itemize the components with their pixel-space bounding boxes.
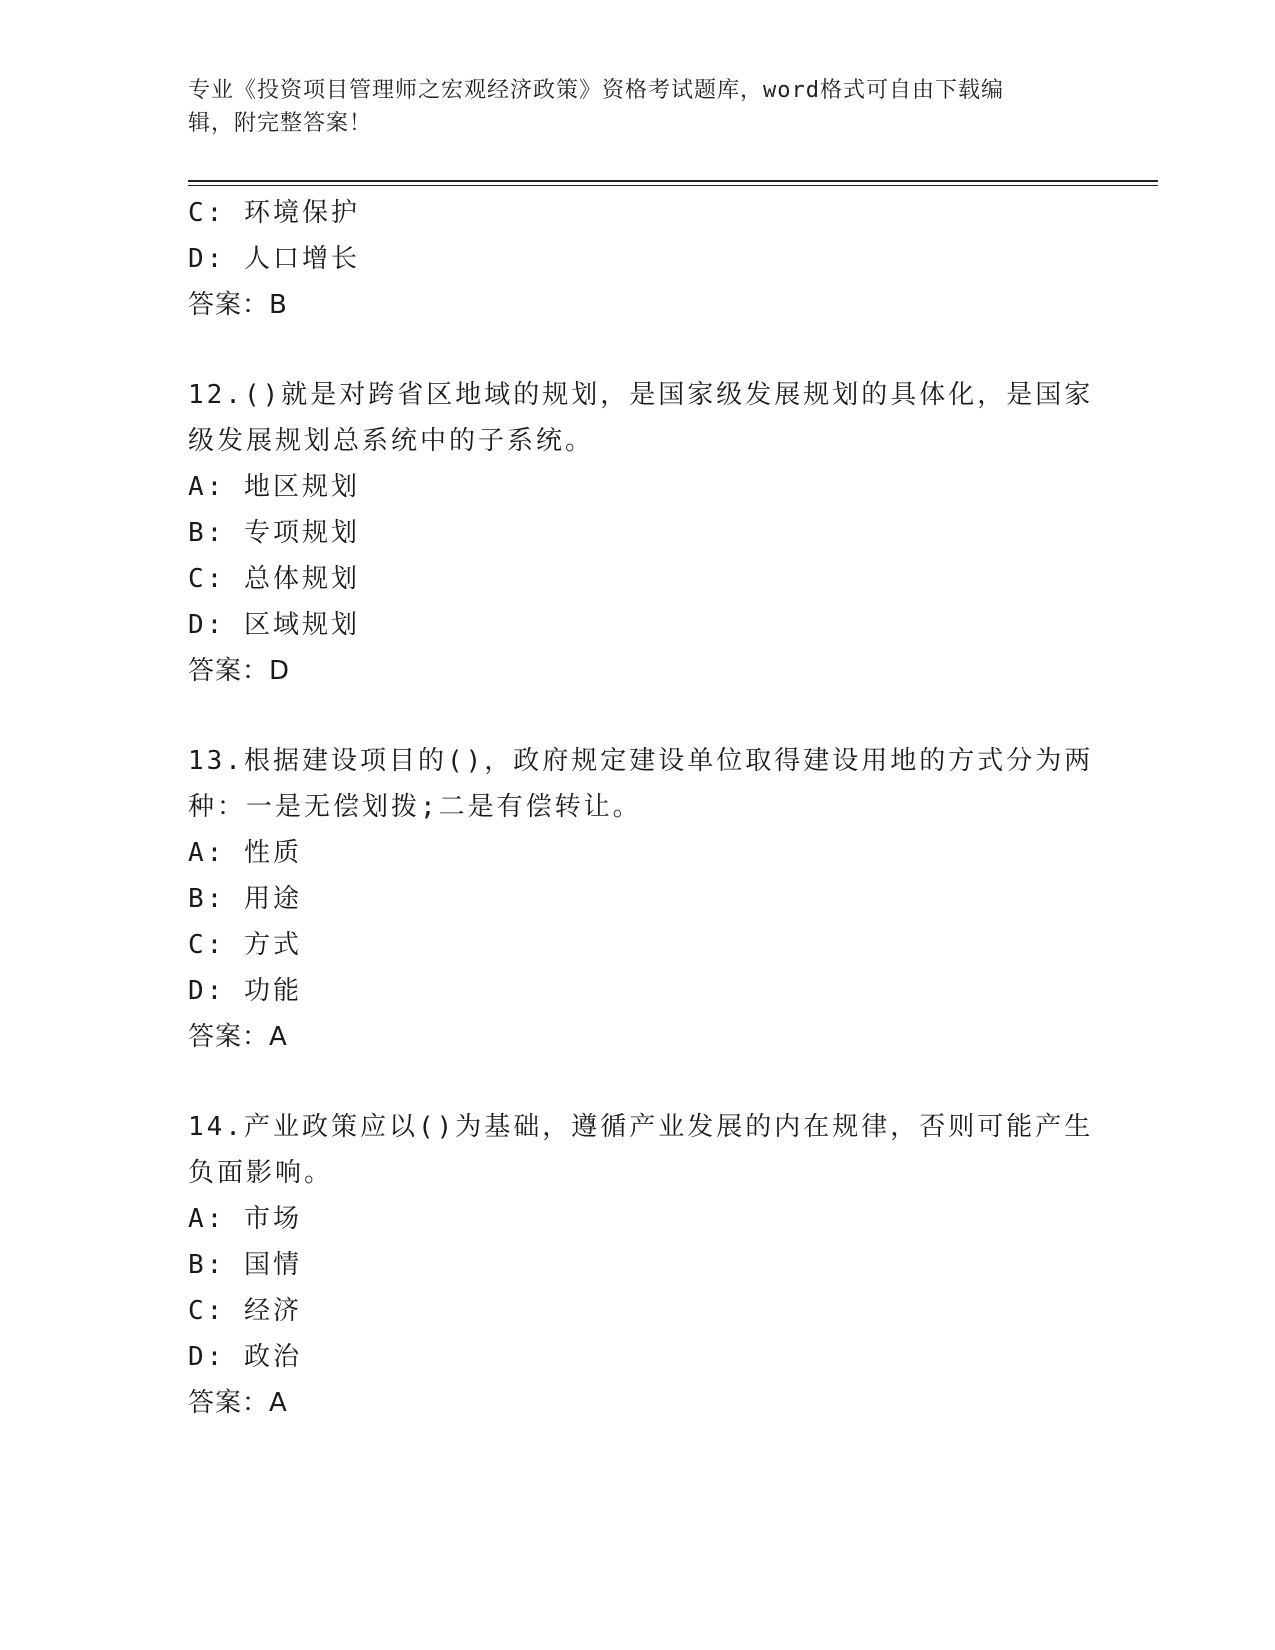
question-text-line-1: 12.()就是对跨省区地域的规划，是国家级发展规划的具体化，是国家	[188, 380, 1094, 410]
option-d	[188, 602, 1088, 648]
question-13	[188, 738, 1094, 1060]
option-text: 方式	[243, 930, 302, 960]
option-text: 用途	[243, 884, 302, 914]
option-text: 人口增长	[243, 244, 360, 274]
option-label: A:	[188, 472, 226, 502]
option-c	[188, 190, 1088, 236]
question-text-line-2: 级发展规划总系统中的子系统。	[188, 426, 595, 456]
option-label: B:	[188, 518, 226, 548]
answer-line: 答案：A	[188, 1388, 288, 1418]
option-d	[188, 236, 1088, 282]
option-text: 功能	[243, 976, 302, 1006]
option-d	[188, 1334, 1088, 1380]
header-rule-thick	[188, 180, 1158, 182]
option-label: D:	[188, 1342, 226, 1372]
header-line-1: 专业《投资项目管理师之宏观经济政策》资格考试题库，word格式可自由下载编	[188, 78, 1004, 103]
question-text-line-2: 负面影响。	[188, 1158, 334, 1188]
option-b	[188, 876, 1088, 922]
option-b	[188, 1242, 1088, 1288]
question-text-line-1: 14.产业政策应以()为基础，遵循产业发展的内在规律，否则可能产生	[188, 1112, 1094, 1142]
option-label: D:	[188, 244, 226, 274]
option-text: 区域规划	[243, 610, 360, 640]
option-label: B:	[188, 884, 226, 914]
option-text: 国情	[243, 1250, 302, 1280]
option-b	[188, 510, 1088, 556]
question-text-line-2: 种：一是无偿划拨;二是有偿转让。	[188, 792, 642, 822]
answer-line: 答案：A	[188, 1022, 288, 1052]
option-label: D:	[188, 976, 226, 1006]
option-c	[188, 1288, 1088, 1334]
option-c	[188, 556, 1088, 602]
question-partial	[188, 190, 1088, 328]
option-c	[188, 922, 1088, 968]
option-a	[188, 830, 1088, 876]
option-text: 环境保护	[243, 198, 360, 228]
option-text: 专项规划	[243, 518, 360, 548]
page-header	[188, 74, 1068, 140]
option-text: 性质	[243, 838, 302, 868]
option-text: 政治	[243, 1342, 302, 1372]
header-rule-thin	[188, 185, 1158, 186]
question-14	[188, 1104, 1094, 1426]
header-line-2: 辑，附完整答案！	[188, 111, 373, 136]
option-label: C:	[188, 564, 226, 594]
option-label: B:	[188, 1250, 226, 1280]
option-a	[188, 464, 1088, 510]
answer-line: 答案：D	[188, 656, 291, 686]
option-d	[188, 968, 1088, 1014]
option-text: 总体规划	[243, 564, 360, 594]
option-label: A:	[188, 838, 226, 868]
option-text: 市场	[243, 1204, 302, 1234]
question-list	[188, 190, 1094, 1426]
question-text-line-1: 13.根据建设项目的()，政府规定建设单位取得建设用地的方式分为两	[188, 746, 1094, 776]
option-text: 经济	[243, 1296, 302, 1326]
option-label: D:	[188, 610, 226, 640]
option-label: A:	[188, 1204, 226, 1234]
question-12	[188, 372, 1094, 694]
option-text: 地区规划	[243, 472, 360, 502]
answer-line: 答案：B	[188, 290, 288, 320]
option-label: C:	[188, 930, 226, 960]
option-label: C:	[188, 198, 226, 228]
option-a	[188, 1196, 1088, 1242]
option-label: C:	[188, 1296, 226, 1326]
